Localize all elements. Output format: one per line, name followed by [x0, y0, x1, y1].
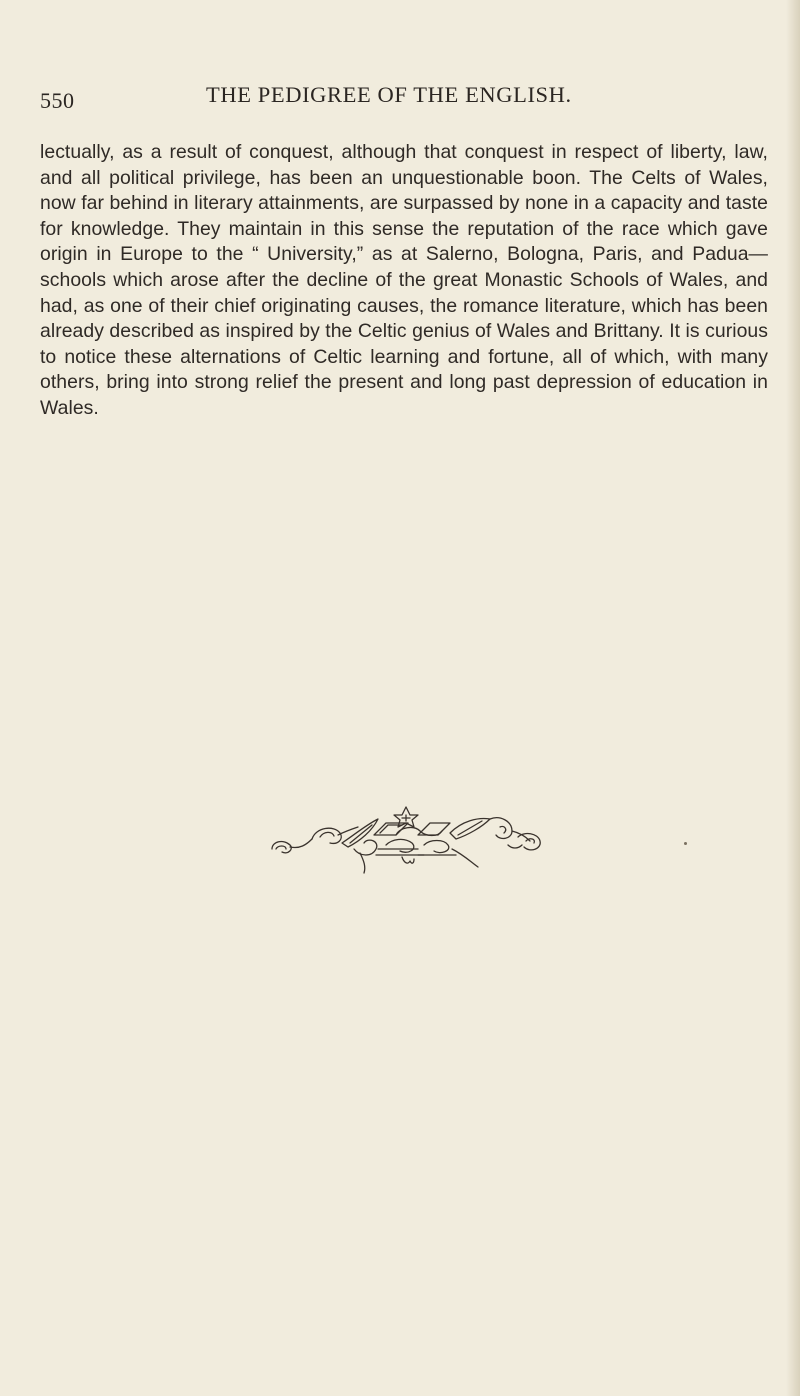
tailpiece-ornament-icon: [268, 805, 544, 875]
running-head: [40, 82, 760, 118]
page-edge-shadow: [786, 0, 800, 1396]
print-speck: [684, 842, 687, 845]
running-title: THE PEDIGREE OF THE ENGLISH.: [206, 82, 572, 107]
page-number: 550: [40, 88, 75, 113]
body-paragraph: lectually, as a result of conquest, although that conquest in respect of liberty, law, and all political privilege, has been an unquestionable boon. The Celts of Wales, now far behind in literary attainments, are surpassed by none in a capacity and taste for knowledge. They maintain in this sense the reputation of the race which gave origin in Europe to the “ University,” as at Salerno, Bologna, Paris, and Padua—schools which arose after the decline of the great Monastic Schools of Wales, and had, as one of their chief originating causes, the romance literature, which has been already described as inspired by the Celtic genius of Wales and Brittany. It is curious to notice these alternations of Celtic learning and fortune, all of which, with many others, bring into strong relief the present and long past depression of education in Wales.: [40, 141, 768, 419]
